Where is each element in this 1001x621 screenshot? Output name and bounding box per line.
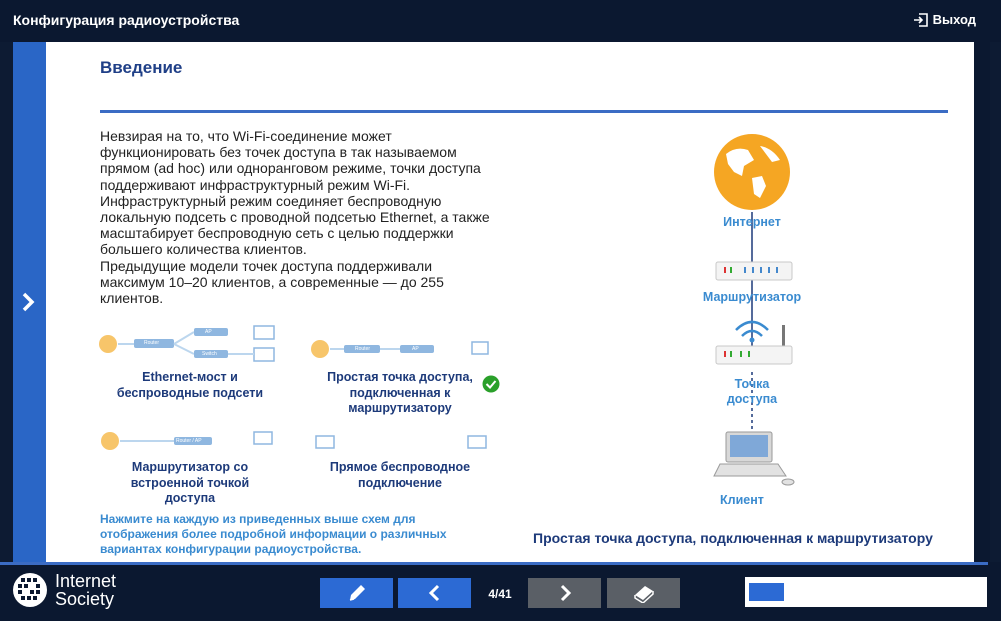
logo-text [55, 572, 116, 608]
diagram-label-simple-ap[interactable]: Простая точка доступа, подключенная к маршрутизатору [327, 370, 473, 415]
right-strip [974, 42, 990, 562]
exit-icon [913, 13, 929, 27]
title-divider [100, 110, 948, 113]
content-panel [46, 42, 974, 562]
mini-label: Router / AP [176, 438, 202, 444]
internet-society-logo [12, 572, 116, 608]
client-label: Клиент [720, 493, 764, 507]
logo-line-2: Society [55, 589, 115, 609]
internet-label: Интернет [723, 215, 781, 229]
access-point-label-text: Точка доступа [726, 377, 778, 406]
illustration-caption: Простая точка доступа, подключенная к маршрутизатору [533, 530, 933, 546]
globe-icon [101, 432, 119, 450]
laptop-icon [714, 432, 794, 485]
paragraph: Предыдущие модели точек доступа поддерживали максимум 10–20 клиентов, а современные — до 255 клиентов. [100, 257, 444, 307]
notes-button[interactable] [320, 578, 393, 608]
chevron-right-icon[interactable] [18, 290, 38, 314]
diagram-simple-ap[interactable] [308, 332, 498, 362]
glossary-button[interactable] [607, 578, 680, 608]
intro-text [100, 128, 500, 306]
footer-divider [0, 562, 988, 565]
progress-fill [749, 583, 784, 601]
diagram-label-ethernet-bridge[interactable]: Ethernet-мост и беспроводные подсети [116, 370, 264, 400]
access-point-label [702, 377, 802, 407]
mini-label: Switch [202, 351, 217, 357]
title-bar [0, 0, 1001, 42]
diagram-direct-wireless[interactable] [308, 430, 498, 456]
diagram-label-direct-wireless[interactable]: Прямое беспроводное подключение [329, 460, 471, 490]
computer-icon [316, 436, 334, 448]
diagram-label-router-with-ap[interactable]: Маршрутизатор со встроенной точкой доступа [130, 460, 250, 505]
computer-icon [254, 348, 274, 361]
exit-button[interactable] [913, 12, 976, 27]
page-title: Введение [100, 58, 183, 77]
computer-icon [254, 432, 272, 444]
router-label: Маршрутизатор [702, 290, 802, 304]
diagram-ethernet-bridge[interactable] [98, 324, 288, 366]
globe-icon [311, 340, 329, 358]
globe-icon [714, 134, 790, 210]
mini-label: Router [355, 346, 371, 352]
checkmark-icon [482, 375, 500, 393]
hint-text: Нажмите на каждую из приведенных выше схем для отображения более подробной информации о различных вариантах конфигурации радиоустройства. [100, 512, 447, 556]
paragraph: Инфраструктурный режим соединяет беспроводную локальную подсеть с проводной подсетью Ethernet, а также масштабирует беспроводную сеть с целью поддержки большего количества клиентов. [100, 192, 490, 258]
computer-icon [254, 326, 274, 339]
network-illustration [696, 132, 816, 512]
router-icon [716, 262, 792, 280]
computer-icon [472, 342, 488, 354]
globe-icon [99, 335, 117, 353]
mini-label: AP [412, 346, 419, 352]
logo-line-1: Internet [55, 571, 117, 591]
exit-label: Выход [932, 12, 976, 27]
previous-button[interactable] [398, 578, 471, 608]
page-counter: 4/41 [488, 587, 512, 601]
progress-bar [745, 577, 987, 607]
chevron-right-icon [555, 583, 575, 603]
pencil-icon [346, 582, 368, 604]
paragraph: Невзирая на то, что Wi-Fi-соединение может функционировать без точек доступа в так называемом прямом (ad hoc) или одноранговом режиме, точки доступа поддерживают инфраструктурный режим Wi-Fi. [100, 128, 481, 193]
mini-label: Router [144, 340, 160, 346]
globe-logo-icon [12, 572, 48, 608]
computer-icon [468, 436, 486, 448]
app-title: Конфигурация радиоустройства [13, 12, 240, 28]
next-button[interactable] [528, 578, 601, 608]
book-icon [632, 583, 656, 603]
mini-label: AP [205, 329, 212, 335]
chevron-left-icon [425, 583, 445, 603]
